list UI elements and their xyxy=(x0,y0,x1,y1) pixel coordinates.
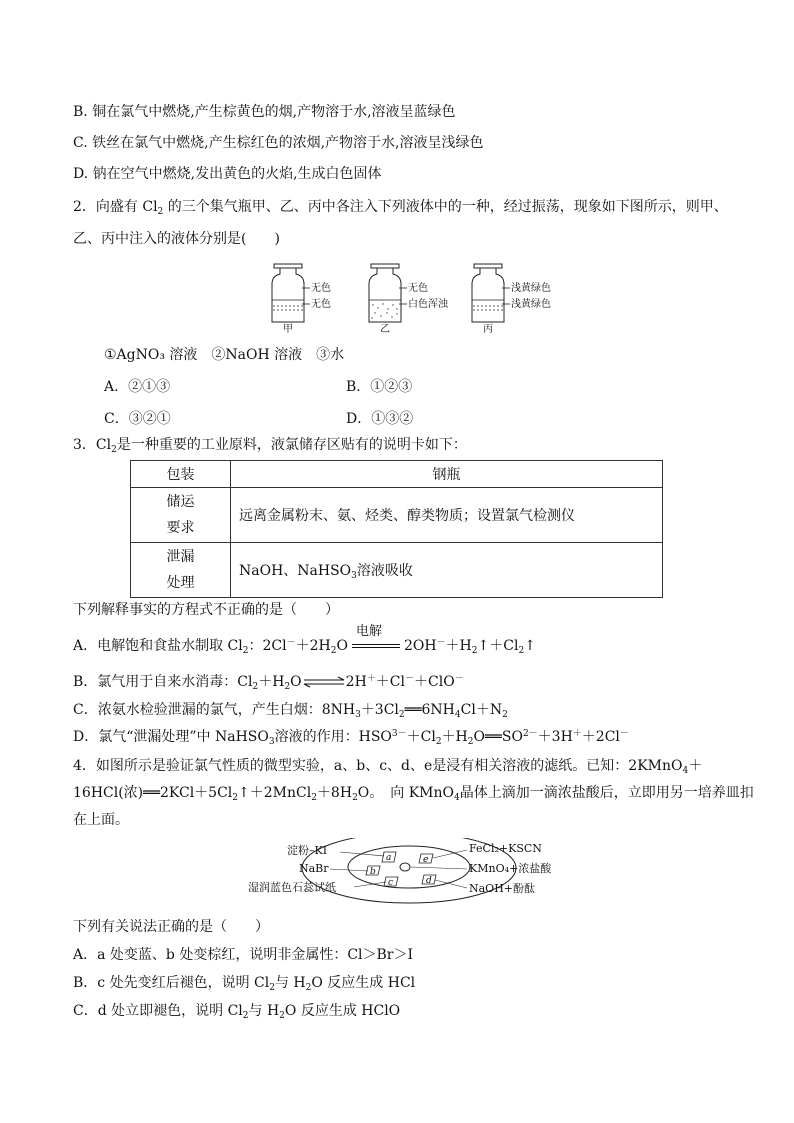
paper-b xyxy=(366,866,380,877)
svg-text:c: c xyxy=(388,878,394,888)
jar-yi-lower: 白色浑浊 xyxy=(408,299,448,310)
q2-option-b[interactable]: B．①②③ xyxy=(346,379,413,395)
label-kmno4-hcl: KMnO₄+浓盐酸 xyxy=(469,862,552,875)
q4-stem-line3: 在上面。 xyxy=(73,812,129,828)
paper-e xyxy=(419,854,433,865)
q4-option-c[interactable]: C．d 处立即褪色，说明 $Cl_2$与 $H_2O$ 反应生成 HClO xyxy=(73,1003,401,1021)
label-fecl2-kscn: FeCl₂+KSCN xyxy=(469,842,542,855)
prev-option-b: B. 铜在氯气中燃烧,产生棕黄色的烟,产物溶于水,溶液呈蓝绿色 xyxy=(73,104,456,120)
jar-bing-name: 丙 xyxy=(483,324,493,334)
q4-option-a[interactable]: A．a 处变蓝、b 处变棕红，说明非金属性：Cl＞Br＞I xyxy=(73,947,414,963)
label-starch-ki: 淀粉–KI xyxy=(287,844,328,857)
q2-stem-line1: 2．向盛有 $Cl_2$ 的三个集气瓶甲、乙、丙中各注入下列液体中的一种，经过振荡，现象如下图所示，则甲、 xyxy=(73,199,728,217)
svg-text:d: d xyxy=(426,876,432,886)
jar-jia xyxy=(272,264,331,334)
q2-jar-figure xyxy=(262,262,562,334)
label-naoh-phenolphthalein: NaOH+酚酞 xyxy=(469,882,536,895)
q2-stem-line2: 乙、丙中注入的液体分别是( ) xyxy=(73,231,280,247)
jar-jia-upper: 无色 xyxy=(311,283,331,294)
card-cell-storage-label: 储运 要求 xyxy=(131,488,231,543)
q2-option-d[interactable]: D．①③② xyxy=(346,411,414,427)
q4-stem-line1: 4．如图所示是验证氯气性质的微型实验，a、b、c、d、e是浸有相关溶液的滤纸。已知：2KMnO$_4$＋ xyxy=(73,758,703,776)
q3-stem: 3．$Cl_2$是一种重要的工业原料，液氯储存区贴有的说明卡如下： xyxy=(73,437,467,455)
q4-stem-line2: 16HCl(浓)$══2KCl+5Cl_2↑+2MnCl_2+8H_2O$。 向 KMnO$_4$晶体上滴加一滴浓盐酸后，立即用另一培养皿扣 xyxy=(73,785,754,803)
card-cell-leak-label: 泄漏 处理 xyxy=(131,543,231,598)
label-litmus: 湿润蓝色石蕊试纸 xyxy=(248,881,336,894)
petri-dish-figure xyxy=(246,838,576,908)
chlorine-label-card xyxy=(130,460,663,598)
q2-option-c[interactable]: C．③②① xyxy=(104,411,171,427)
q3-option-d[interactable]: D．氯气“泄漏处理”中 NaHSO$_3$溶液的作用：$HSO^{3-}+Cl_2+H_2O══SO^{2-}+3H^++2Cl^-$ xyxy=(73,729,629,747)
paper-a xyxy=(382,852,396,863)
svg-text:a: a xyxy=(386,853,392,863)
svg-text:b: b xyxy=(370,867,376,877)
prev-option-c: C. 铁丝在氯气中燃烧,产生棕红色的浓烟,产物溶于水,溶液呈浅绿色 xyxy=(73,135,484,151)
reversible-arrow-icon xyxy=(302,676,346,688)
q2-liquids: ①AgNO₃ 溶液 ②NaOH 溶液 ③水 xyxy=(104,347,345,363)
jar-yi-upper: 无色 xyxy=(408,283,428,294)
svg-text:e: e xyxy=(423,855,429,865)
jar-yi xyxy=(369,264,449,334)
jar-bing xyxy=(472,264,551,334)
q3-option-a[interactable]: A．电解饱和食盐水制取 $Cl_2$：$2Cl^-+2H_2O$ 电解 $2OH^-+H_2↑+Cl_2↑$ xyxy=(73,624,536,656)
q4-option-b[interactable]: B．c 处先变红后褪色，说明 $Cl_2$与 $H_2O$ 反应生成 HCl xyxy=(73,975,416,993)
card-cell-leak-value: NaOH、NaHSO$_3$溶液吸收 xyxy=(231,543,663,598)
jar-jia-lower: 无色 xyxy=(311,299,331,310)
q2-option-a[interactable]: A．②①③ xyxy=(104,379,171,395)
card-cell-storage-value: 远离金属粉末、氨、烃类、醇类物质；设置氯气检测仪 xyxy=(231,488,663,543)
label-nabr: NaBr xyxy=(299,862,329,875)
paper-d xyxy=(422,875,436,886)
q4-question: 下列有关说法正确的是（ ） xyxy=(73,919,269,935)
prev-option-d: D. 钠在空气中燃烧,发出黄色的火焰,生成白色固体 xyxy=(73,166,382,182)
jar-yi-name: 乙 xyxy=(380,324,390,334)
card-cell-packaging-value: 钢瓶 xyxy=(231,461,663,488)
jar-bing-lower: 浅黄绿色 xyxy=(511,299,551,310)
jar-bing-upper: 浅黄绿色 xyxy=(511,283,551,294)
q3-option-c[interactable]: C．浓氨水检验泄漏的氯气，产生白烟：$8NH_3+3Cl_2══6NH_4Cl+N_2$ xyxy=(73,702,508,720)
q3-option-b[interactable]: B．氯气用于自来水消毒：$Cl_2+H_2O$ 2H＋＋Cl－＋ClO－ xyxy=(73,674,464,692)
card-cell-packaging-label: 包装 xyxy=(131,461,231,488)
paper-c xyxy=(384,877,398,888)
jar-jia-name: 甲 xyxy=(283,324,293,334)
q3-question: 下列解释事实的方程式不正确的是（ ） xyxy=(73,602,339,618)
